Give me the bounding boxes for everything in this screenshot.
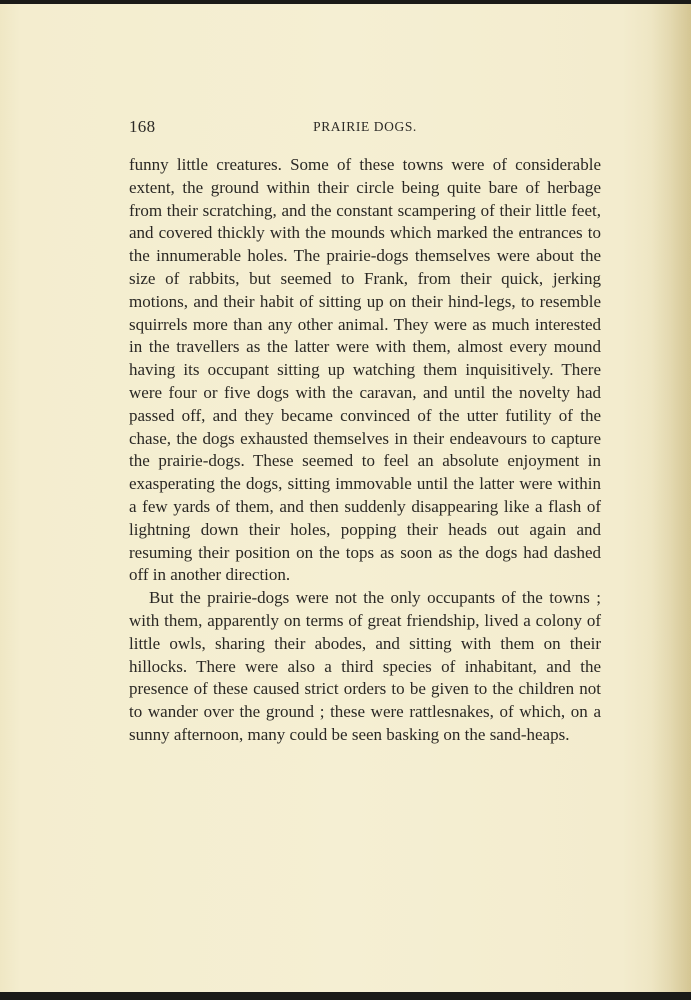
page-header (129, 117, 601, 137)
body-text (129, 154, 601, 747)
running-title: PRAIRIE DOGS. (313, 119, 417, 134)
page-number: 168 (129, 117, 156, 136)
paragraph-2: But the prairie-dogs were not the only occupants of the towns ; with them, apparently on terms of great friendship, lived a colony of little owls, sharing their abodes, and sitting with them on their hillocks. There were also a third species of inhabitant, and the presence of these caused strict orders to be given to the children not to wander over the ground ; these were rattlesnakes, of which, on a sunny afternoon, many could be seen basking on the sand-heaps. (129, 588, 601, 744)
paragraph-1: funny little creatures. Some of these towns were of considerable extent, the ground within their circle being quite bare of herbage from their scratching, and the constant scampering of their little feet, and covered thickly with the mounds which marked the entrances to the innumerable holes. The prairie-dogs themselves were about the size of rabbits, but seemed to Frank, from their quick, jerking motions, and their habit of sitting up on their hind-legs, to resemble squirrels more than any other animal. They were as much interested in the travellers as the latter were with them, almost every mound having its occupant sitting up watching them inquisitively. There were four or five dogs with the caravan, and until the novelty had passed off, and they became convinced of the utter futility of the chase, the dogs exhausted themselves in their endeavours to capture the prairie-dogs. These seemed to feel an absolute enjoyment in exasperating the dogs, sitting immovable until the latter were within a few yards of them, and then suddenly disappearing like a flash of lightning down their holes, popping their heads out again and resuming their position on the tops as soon as the dogs had dashed off in another direction. (129, 155, 601, 585)
book-page (0, 4, 691, 992)
